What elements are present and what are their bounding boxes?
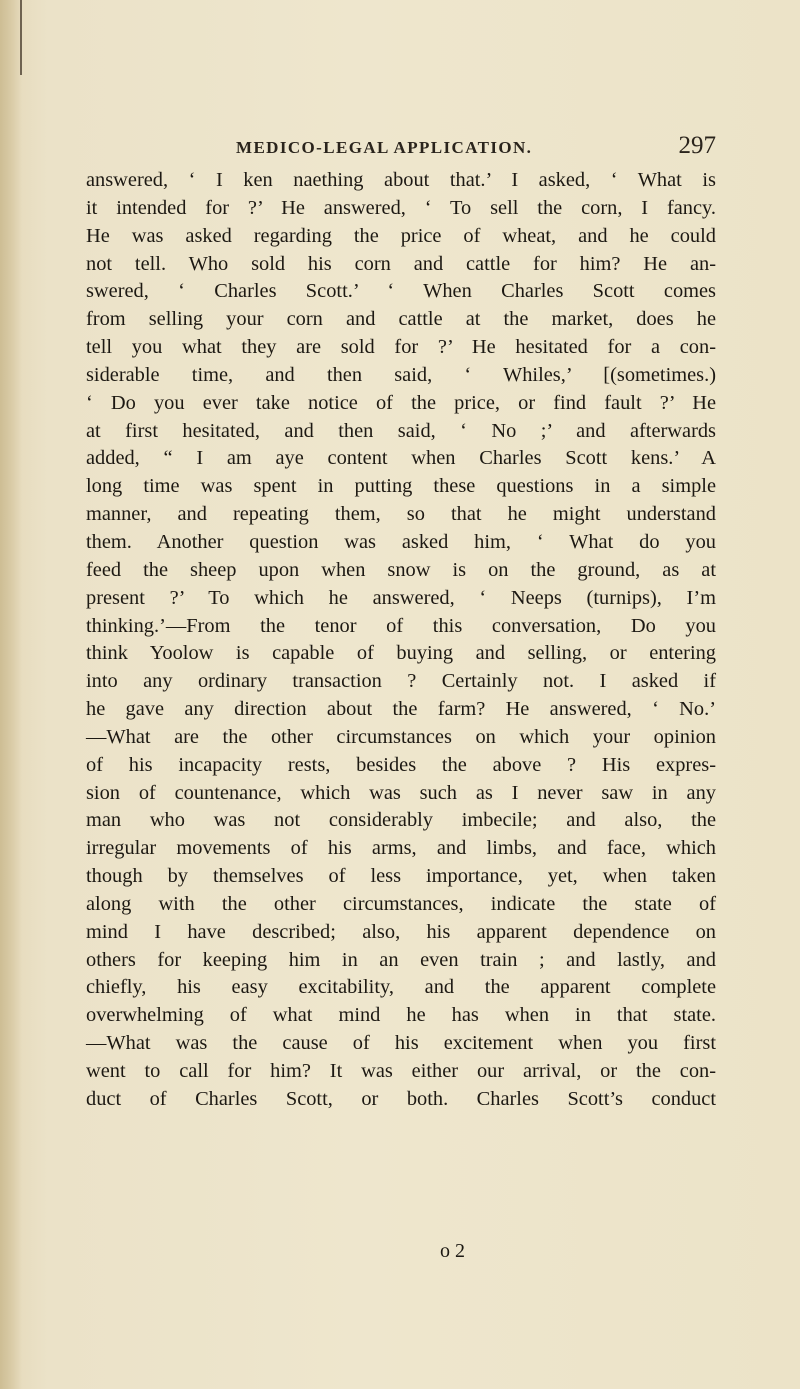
text-line: it intended for ?’ He answered, ‘ To sell the corn, I fancy.: [86, 196, 716, 219]
text-line: along with the other circumstances, indicate the state of: [86, 892, 716, 915]
text-line: overwhelming of what mind he has when in that state.: [86, 1004, 716, 1027]
text-line: added, “ I am aye content when Charles Scott kens.’ A: [86, 447, 716, 470]
body-text: [86, 167, 716, 1114]
text-line: think Yoolow is capable of buying and selling, or entering: [86, 642, 716, 665]
text-line: chiefly, his easy excitability, and the apparent complete: [86, 976, 716, 999]
page-header: [236, 132, 716, 164]
text-line: duct of Charles Scott, or both. Charles Scott’s conduct: [86, 1087, 716, 1110]
text-line: of his incapacity rests, besides the above ? His expres-: [86, 753, 716, 776]
text-line: ‘ Do you ever take notice of the price, or find fault ?’ He: [86, 391, 716, 414]
text-line: thinking.’—From the tenor of this conversation, Do you: [86, 614, 716, 637]
text-line: —What are the other circumstances on which your opinion: [86, 725, 716, 748]
text-line: them. Another question was asked him, ‘ What do you: [86, 530, 716, 553]
text-line: He was asked regarding the price of wheat, and he could: [86, 224, 716, 247]
text-line: swered, ‘ Charles Scott.’ ‘ When Charles Scott comes: [86, 280, 716, 303]
text-line: at first hesitated, and then said, ‘ No ;’ and afterwards: [86, 419, 716, 442]
text-line: long time was spent in putting these questions in a simple: [86, 475, 716, 498]
text-line: answered, ‘ I ken naething about that.’ I asked, ‘ What is: [86, 169, 716, 191]
text-line: from selling your corn and cattle at the market, does he: [86, 308, 716, 331]
text-line: tell you what they are sold for ?’ He hesitated for a con-: [86, 336, 716, 359]
page-fold-line: [20, 0, 22, 75]
text-line: siderable time, and then said, ‘ Whiles,’ [(sometimes.): [86, 363, 716, 386]
text-line: man who was not considerably imbecile; and also, the: [86, 809, 716, 832]
text-line: irregular movements of his arms, and limbs, and face, which: [86, 837, 716, 860]
signature-mark: o 2: [440, 1240, 465, 1262]
text-line: mind I have described; also, his apparent dependence on: [86, 920, 716, 943]
text-line: sion of countenance, which was such as I never saw in any: [86, 781, 716, 804]
text-line: present ?’ To which he answered, ‘ Neeps (turnips), I’m: [86, 586, 716, 609]
text-line: into any ordinary transaction ? Certainly not. I asked if: [86, 670, 716, 693]
page-gutter-shadow: [0, 0, 22, 1389]
page-number: 297: [678, 132, 716, 159]
text-line: though by themselves of less importance, yet, when taken: [86, 865, 716, 888]
text-line: —What was the cause of his excitement when you first: [86, 1032, 716, 1055]
text-line: went to call for him? It was either our arrival, or the con-: [86, 1060, 716, 1082]
text-line: feed the sheep upon when snow is on the ground, as at: [86, 558, 716, 581]
text-line: others for keeping him in an even train ; and lastly, and: [86, 948, 716, 971]
text-line: manner, and repeating them, so that he might understand: [86, 503, 716, 526]
running-head: MEDICO-LEGAL APPLICATION.: [236, 138, 533, 157]
text-line: he gave any direction about the farm? He answered, ‘ No.’: [86, 698, 716, 721]
text-line: not tell. Who sold his corn and cattle for him? He an-: [86, 252, 716, 275]
